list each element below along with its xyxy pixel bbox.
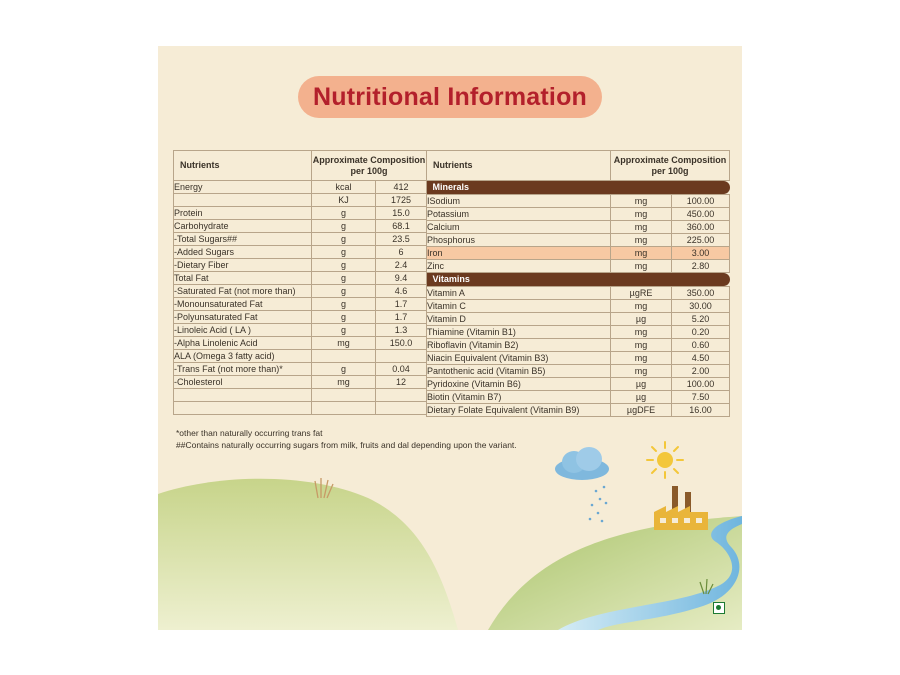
table-row bbox=[427, 287, 730, 300]
nutrient-unit: mg bbox=[312, 337, 376, 350]
table-row bbox=[174, 246, 427, 259]
nutrient-name bbox=[174, 194, 312, 207]
table-row bbox=[427, 195, 730, 208]
nutrient-name: -Total Sugars## bbox=[174, 233, 312, 246]
nutrient-value: 3.00 bbox=[672, 247, 730, 260]
nutrient-unit: mg bbox=[312, 376, 376, 389]
nutrient-value: 0.20 bbox=[672, 326, 730, 339]
nutrient-value: 7.50 bbox=[672, 391, 730, 404]
nutrient-value: 9.4 bbox=[376, 272, 427, 285]
nutrient-unit: mg bbox=[611, 326, 672, 339]
footnotes bbox=[176, 427, 517, 451]
factory-icon bbox=[652, 482, 712, 532]
nutrient-value: 225.00 bbox=[672, 234, 730, 247]
nutrient-name: Dietary Folate Equivalent (Vitamin B9) bbox=[427, 404, 611, 417]
page-title: Nutritional Information bbox=[312, 82, 588, 111]
nutrient-name: -Monounsaturated Fat bbox=[174, 298, 312, 311]
nutrient-value: 4.6 bbox=[376, 285, 427, 298]
nutrition-panel bbox=[158, 46, 742, 630]
veg-dot bbox=[716, 605, 721, 610]
nutrient-value: 0.60 bbox=[672, 339, 730, 352]
table-row bbox=[174, 207, 427, 220]
nutrient-value: 23.5 bbox=[376, 233, 427, 246]
nutrient-value: 2.00 bbox=[672, 365, 730, 378]
nutrient-unit: mg bbox=[611, 247, 672, 260]
table-row bbox=[427, 260, 730, 273]
nutrient-name: Protein bbox=[174, 207, 312, 220]
table-row bbox=[174, 363, 427, 376]
nutrient-name: Niacin Equivalent (Vitamin B3) bbox=[427, 352, 611, 365]
cloud-rain-icon bbox=[552, 441, 612, 531]
nutrient-value: 360.00 bbox=[672, 221, 730, 234]
nutrient-unit: g bbox=[312, 246, 376, 259]
nutrient-unit bbox=[312, 402, 376, 415]
nutrient-value bbox=[376, 402, 427, 415]
nutrient-name: Pyridoxine (Vitamin B6) bbox=[427, 378, 611, 391]
nutrient-value: 12 bbox=[376, 376, 427, 389]
vitamins-section-header-label: Vitamins bbox=[427, 273, 730, 286]
nutrients-header: Nutrients bbox=[427, 151, 611, 181]
nutrient-unit: µgDFE bbox=[611, 404, 672, 417]
nutrient-name: Thiamine (Vitamin B1) bbox=[427, 326, 611, 339]
nutrient-unit bbox=[312, 350, 376, 363]
nutrient-value: 16.00 bbox=[672, 404, 730, 417]
nutrient-unit: µgRE bbox=[611, 287, 672, 300]
nutrient-value: 1.7 bbox=[376, 311, 427, 324]
table-row bbox=[427, 404, 730, 417]
title-banner bbox=[298, 76, 602, 118]
nutrient-unit: g bbox=[312, 233, 376, 246]
table-row bbox=[174, 285, 427, 298]
veg-mark-icon bbox=[713, 602, 725, 614]
nutrient-value bbox=[376, 350, 427, 363]
nutrient-name: Calcium bbox=[427, 221, 611, 234]
micronutrient-table bbox=[426, 150, 730, 417]
macronutrient-table bbox=[173, 150, 427, 415]
nutrient-unit: g bbox=[312, 272, 376, 285]
nutrient-name: Riboflavin (Vitamin B2) bbox=[427, 339, 611, 352]
left-hill bbox=[158, 479, 458, 630]
nutrient-unit: KJ bbox=[312, 194, 376, 207]
nutrient-name: Biotin (Vitamin B7) bbox=[427, 391, 611, 404]
nutrient-value: 2.80 bbox=[672, 260, 730, 273]
nutrient-value: 350.00 bbox=[672, 287, 730, 300]
minerals-section-header bbox=[427, 181, 730, 195]
nutrient-name: Pantothenic acid (Vitamin B5) bbox=[427, 365, 611, 378]
nutrient-value: 150.0 bbox=[376, 337, 427, 350]
nutrient-unit: g bbox=[312, 285, 376, 298]
table-row bbox=[427, 391, 730, 404]
nutrient-value: 5.20 bbox=[672, 313, 730, 326]
nutrient-unit: mg bbox=[611, 234, 672, 247]
table-row bbox=[427, 208, 730, 221]
nutrient-name: -Dietary Fiber bbox=[174, 259, 312, 272]
nutrient-value: 30.00 bbox=[672, 300, 730, 313]
table-row bbox=[174, 324, 427, 337]
table-row bbox=[174, 389, 427, 402]
nutrient-name: Vitamin D bbox=[427, 313, 611, 326]
nutrient-unit bbox=[312, 389, 376, 402]
nutrient-unit: mg bbox=[611, 300, 672, 313]
table-row bbox=[174, 194, 427, 207]
nutrient-value: 2.4 bbox=[376, 259, 427, 272]
nutrient-name bbox=[174, 389, 312, 402]
table-row bbox=[427, 365, 730, 378]
table-row bbox=[174, 259, 427, 272]
nutrient-name bbox=[174, 402, 312, 415]
nutrient-unit: mg bbox=[611, 260, 672, 273]
table-row bbox=[174, 350, 427, 363]
nutrient-name: -Alpha Linolenic Acid bbox=[174, 337, 312, 350]
nutrient-name: -Polyunsaturated Fat bbox=[174, 311, 312, 324]
nutrient-name: -Trans Fat (not more than)* bbox=[174, 363, 312, 376]
nutrient-value: 6 bbox=[376, 246, 427, 259]
nutrient-unit: µg bbox=[611, 378, 672, 391]
nutrient-name: -Saturated Fat (not more than) bbox=[174, 285, 312, 298]
nutrient-name: Total Fat bbox=[174, 272, 312, 285]
nutrients-header: Nutrients bbox=[174, 151, 312, 181]
table-row bbox=[174, 181, 427, 194]
composition-header: Approximate Composition per 100g bbox=[611, 151, 730, 181]
nutrient-unit: mg bbox=[611, 195, 672, 208]
table-row bbox=[174, 311, 427, 324]
table-row bbox=[174, 337, 427, 350]
minerals-section-header-label: Minerals bbox=[427, 181, 730, 194]
table-row bbox=[174, 402, 427, 415]
table-row bbox=[174, 220, 427, 233]
nutrient-unit: µg bbox=[611, 313, 672, 326]
nutrient-unit: g bbox=[312, 259, 376, 272]
nutrient-unit: kcal bbox=[312, 181, 376, 194]
table-row bbox=[427, 300, 730, 313]
vitamins-section-header-cell bbox=[427, 273, 730, 287]
nutrient-name: ISodium bbox=[427, 195, 611, 208]
nutrient-unit: µg bbox=[611, 391, 672, 404]
nutrient-unit: mg bbox=[611, 208, 672, 221]
table-row bbox=[174, 376, 427, 389]
nutrient-value bbox=[376, 389, 427, 402]
footnote-sugars: ##Contains naturally occurring sugars from milk, fruits and dal depending upon the variant. bbox=[176, 440, 517, 450]
nutrient-unit: mg bbox=[611, 365, 672, 378]
nutrient-value: 1.3 bbox=[376, 324, 427, 337]
table-row bbox=[174, 233, 427, 246]
nutrient-name: Carbohydrate bbox=[174, 220, 312, 233]
table-row bbox=[427, 352, 730, 365]
vitamins-section-header bbox=[427, 273, 730, 287]
nutrient-unit: g bbox=[312, 220, 376, 233]
table-row bbox=[174, 298, 427, 311]
nutrient-name: ALA (Omega 3 fatty acid) bbox=[174, 350, 312, 363]
table-row bbox=[427, 378, 730, 391]
table-row bbox=[427, 234, 730, 247]
table-row bbox=[427, 326, 730, 339]
nutrient-name: Vitamin A bbox=[427, 287, 611, 300]
table-row bbox=[427, 247, 730, 260]
nutrient-unit: mg bbox=[611, 339, 672, 352]
nutrient-unit: g bbox=[312, 311, 376, 324]
nutrient-name: Energy bbox=[174, 181, 312, 194]
nutrient-name: -Added Sugars bbox=[174, 246, 312, 259]
nutrient-value: 412 bbox=[376, 181, 427, 194]
nutrient-value: 4.50 bbox=[672, 352, 730, 365]
nutrient-name: Zinc bbox=[427, 260, 611, 273]
table-row bbox=[427, 221, 730, 234]
nutrient-unit: g bbox=[312, 207, 376, 220]
composition-header: Approximate Composition per 100g bbox=[312, 151, 427, 181]
nutrient-name: Potassium bbox=[427, 208, 611, 221]
nutrient-value: 100.00 bbox=[672, 378, 730, 391]
minerals-section-header-cell bbox=[427, 181, 730, 195]
nutrient-unit: mg bbox=[611, 221, 672, 234]
nutrient-unit: g bbox=[312, 298, 376, 311]
nutrient-name: -Cholesterol bbox=[174, 376, 312, 389]
nutrient-name: Vitamin C bbox=[427, 300, 611, 313]
nutrient-value: 1.7 bbox=[376, 298, 427, 311]
table-row bbox=[174, 272, 427, 285]
footnote-trans-fat: *other than naturally occurring trans fat bbox=[176, 428, 323, 438]
nutrient-value: 0.04 bbox=[376, 363, 427, 376]
nutrient-value: 1725 bbox=[376, 194, 427, 207]
nutrient-value: 450.00 bbox=[672, 208, 730, 221]
nutrient-name: Iron bbox=[427, 247, 611, 260]
nutrient-unit: mg bbox=[611, 352, 672, 365]
nutrient-unit: g bbox=[312, 324, 376, 337]
nutrient-name: -Linoleic Acid ( LA ) bbox=[174, 324, 312, 337]
sun-icon bbox=[643, 438, 687, 482]
table-row bbox=[427, 313, 730, 326]
nutrient-value: 68.1 bbox=[376, 220, 427, 233]
nutrient-value: 15.0 bbox=[376, 207, 427, 220]
nutrient-unit: g bbox=[312, 363, 376, 376]
table-row bbox=[427, 339, 730, 352]
nutrient-name: Phosphorus bbox=[427, 234, 611, 247]
nutrient-value: 100.00 bbox=[672, 195, 730, 208]
